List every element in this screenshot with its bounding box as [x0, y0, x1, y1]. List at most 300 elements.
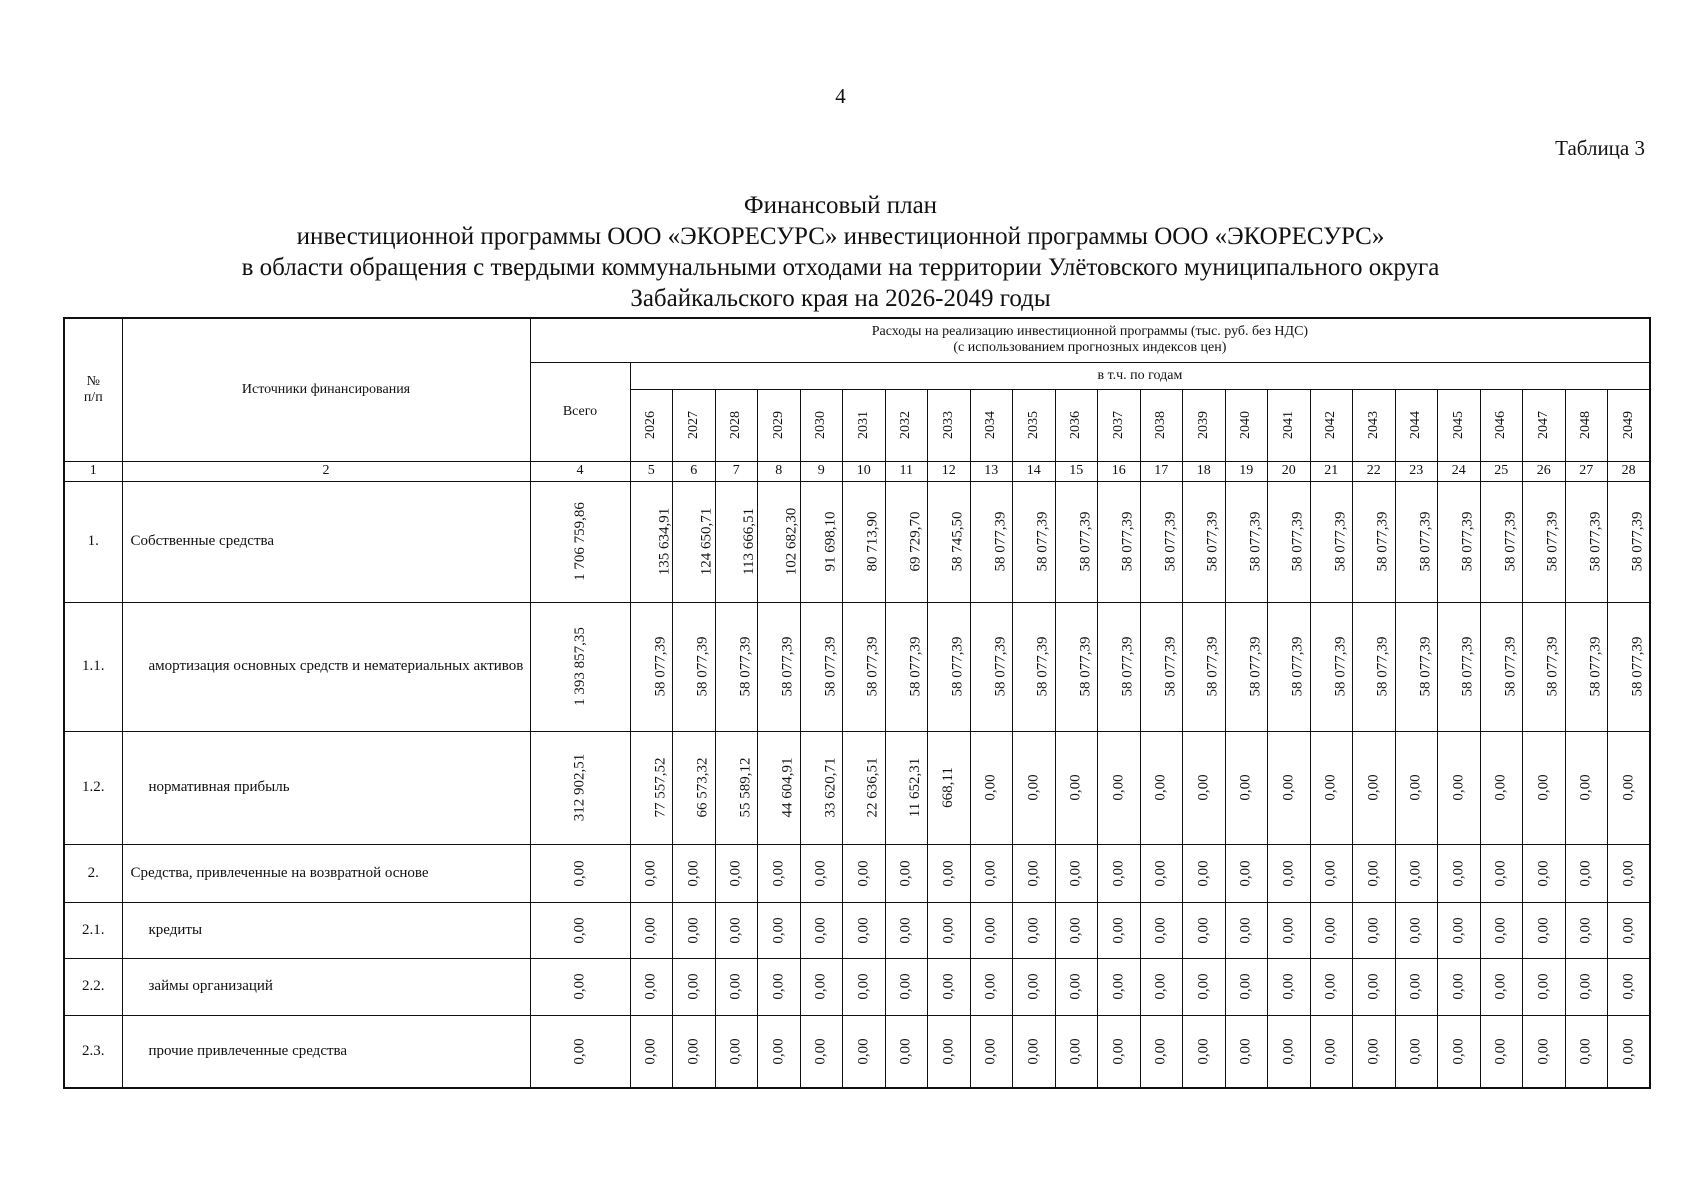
row-source: амортизация основных средств и нематериальных активов: [148, 658, 524, 674]
row-year-value-2033: 0,00: [940, 916, 957, 944]
column-number: 16: [1111, 463, 1126, 478]
row-year-value-2038: 0,00: [1152, 1038, 1169, 1065]
row-year-value-cell: [630, 958, 673, 1015]
row-year-value-cell: [928, 844, 971, 902]
row-year-value-cell: [1480, 844, 1523, 902]
year-header-cell: [885, 389, 928, 461]
row-year-value-cell: [1523, 481, 1566, 602]
row-year-value-2042: 0,00: [1322, 774, 1339, 801]
row-year-value-cell: [1140, 844, 1183, 902]
row-year-value-cell: [715, 902, 758, 958]
row-year-value-cell: [1608, 602, 1651, 731]
row-year-value-cell: [970, 602, 1013, 731]
row-year-value-cell: [1523, 958, 1566, 1015]
row-year-value-2046: 0,00: [1492, 916, 1509, 944]
row-year-value-cell: [1395, 602, 1438, 731]
table-row: [64, 481, 1650, 602]
year-header-2037: 2037: [1110, 411, 1126, 439]
row-year-value-cell: [758, 602, 801, 731]
row-num: 1.2.: [82, 779, 105, 795]
row-year-value-2048: 0,00: [1577, 859, 1594, 887]
row-year-value-2043: 58 077,39: [1374, 636, 1391, 697]
row-year-value-cell: [970, 1015, 1013, 1088]
row-total-cell: [530, 731, 630, 844]
row-num-cell: [64, 731, 122, 844]
row-year-value-cell: [1183, 602, 1226, 731]
row-year-value-2039: 58 077,39: [1204, 636, 1221, 697]
column-number-cell: [1183, 461, 1226, 481]
row-year-value-2034: 58 077,39: [992, 511, 1008, 572]
row-year-value-cell: [1438, 481, 1481, 602]
row-year-value-cell: [673, 731, 716, 844]
row-year-value-cell: [1565, 958, 1608, 1015]
row-year-value-cell: [1098, 1015, 1141, 1088]
row-year-value-cell: [1225, 902, 1268, 958]
row-year-value-cell: [1523, 731, 1566, 844]
row-year-value-2046: 0,00: [1492, 1038, 1509, 1065]
row-year-value-cell: [1480, 1015, 1523, 1088]
row-year-value-cell: [800, 958, 843, 1015]
row-year-value-2031: 0,00: [855, 859, 872, 887]
row-year-value-2027: 0,00: [685, 859, 702, 887]
row-year-value-2042: 0,00: [1322, 859, 1339, 887]
year-header-cell: [1225, 389, 1268, 461]
row-year-value-cell: [885, 958, 928, 1015]
row-year-value-2033: 0,00: [940, 859, 957, 887]
row-num: 2.3.: [82, 1042, 105, 1059]
column-number-cell: [1523, 461, 1566, 481]
row-source: займы организаций: [148, 978, 273, 994]
row-year-value-2044: 0,00: [1407, 916, 1424, 944]
column-number-cell: [122, 461, 530, 481]
row-year-value-2040: 58 077,39: [1247, 636, 1263, 697]
column-number-cell: [1438, 461, 1481, 481]
row-source-cell: [122, 602, 530, 731]
row-year-value-cell: [1098, 958, 1141, 1015]
row-year-value-2049: 58 077,39: [1629, 636, 1646, 697]
row-year-value-cell: [1438, 731, 1481, 844]
table-caption: Таблица 3: [1555, 136, 1645, 160]
row-year-value-2041: 0,00: [1280, 1038, 1297, 1065]
row-year-value-2034: 0,00: [982, 1038, 999, 1065]
column-number-cell: [928, 461, 971, 481]
row-year-value-cell: [1225, 1015, 1268, 1088]
row-year-value-cell: [1438, 844, 1481, 902]
year-header-2040: 2040: [1238, 411, 1254, 439]
row-year-value-cell: [800, 1015, 843, 1088]
column-number: 17: [1154, 463, 1169, 478]
row-year-value-cell: [885, 602, 928, 731]
year-header-cell: [800, 389, 843, 461]
row-year-value-2032: 69 729,70: [907, 511, 923, 572]
row-year-value-2049: 0,00: [1620, 859, 1637, 887]
row-year-value-cell: [885, 481, 928, 602]
column-number: 22: [1366, 463, 1381, 478]
row-year-value-2032: 11 652,31: [906, 757, 923, 818]
row-year-value-cell: [1183, 731, 1226, 844]
row-year-value-cell: [1438, 602, 1481, 731]
row-year-value-cell: [1098, 602, 1141, 731]
row-num: 2.1.: [82, 921, 105, 938]
row-source: нормативная прибыль: [148, 779, 290, 795]
year-header-cell: [1055, 389, 1098, 461]
column-number: 9: [817, 463, 825, 478]
row-total-cell: [530, 958, 630, 1015]
row-year-value-2028: 0,00: [727, 859, 744, 887]
row-year-value-cell: [1353, 731, 1396, 844]
column-number-cell: [630, 461, 673, 481]
row-year-value-2048: 0,00: [1577, 1038, 1594, 1065]
row-year-value-cell: [1608, 481, 1651, 602]
year-header-2047: 2047: [1535, 411, 1551, 439]
row-year-value-2039: 58 077,39: [1204, 511, 1221, 572]
row-year-value-2045: 58 077,39: [1459, 511, 1476, 572]
row-year-value-2028: 0,00: [727, 916, 744, 944]
row-year-value-2038: 0,00: [1152, 916, 1169, 944]
year-header-cell: [1523, 389, 1566, 461]
row-total: 0,00: [571, 859, 588, 887]
header-source: Источники финансирования: [241, 381, 411, 397]
row-year-value-2031: 0,00: [855, 916, 872, 944]
row-year-value-cell: [1140, 481, 1183, 602]
row-year-value-2046: 58 077,39: [1502, 511, 1518, 572]
year-header-2033: 2033: [940, 411, 956, 439]
year-header-cell: [1310, 389, 1353, 461]
column-number-cell: [758, 461, 801, 481]
title-line-1: Финансовый план: [743, 192, 938, 219]
row-year-value-cell: [1565, 1015, 1608, 1088]
row-year-value-cell: [1055, 844, 1098, 902]
row-year-value-cell: [885, 731, 928, 844]
row-year-value-cell: [630, 731, 673, 844]
row-year-value-cell: [1013, 958, 1056, 1015]
row-year-value-cell: [1140, 602, 1183, 731]
row-year-value-cell: [1183, 958, 1226, 1015]
row-year-value-cell: [673, 902, 716, 958]
row-year-value-cell: [843, 1015, 886, 1088]
row-year-value-2044: 58 077,39: [1417, 636, 1433, 697]
year-header-2039: 2039: [1195, 411, 1211, 439]
row-year-value-2036: 0,00: [1067, 774, 1084, 801]
row-total: 312 902,51: [571, 753, 588, 822]
column-number-cell: [1395, 461, 1438, 481]
row-year-value-2031: 0,00: [855, 973, 872, 1000]
row-year-value-2035: 0,00: [1025, 859, 1042, 887]
row-year-value-2036: 0,00: [1067, 973, 1084, 1000]
row-year-value-2030: 0,00: [812, 973, 829, 1000]
table-row: [64, 731, 1650, 844]
row-year-value-2041: 0,00: [1280, 859, 1297, 887]
column-number-cell: [673, 461, 716, 481]
row-year-value-cell: [1225, 844, 1268, 902]
row-year-value-2042: 58 077,39: [1332, 511, 1348, 572]
row-year-value-2026: 0,00: [642, 859, 659, 887]
row-year-value-cell: [758, 1015, 801, 1088]
header-total-cell: [530, 362, 630, 461]
year-header-cell: [1480, 389, 1523, 461]
row-year-value-2037: 0,00: [1110, 774, 1127, 801]
row-year-value-2044: 0,00: [1407, 973, 1424, 1000]
year-header-cell: [1013, 389, 1056, 461]
row-year-value-cell: [758, 902, 801, 958]
row-year-value-cell: [1268, 902, 1311, 958]
row-year-value-cell: [1055, 481, 1098, 602]
row-year-value-2029: 0,00: [770, 1038, 787, 1065]
row-year-value-2038: 58 077,39: [1162, 511, 1178, 572]
row-year-value-2030: 0,00: [812, 1038, 829, 1065]
row-year-value-cell: [1268, 1015, 1311, 1088]
row-source: прочие привлеченные средства: [148, 1042, 348, 1059]
row-year-value-cell: [1225, 481, 1268, 602]
row-year-value-2048: 0,00: [1577, 973, 1594, 1000]
row-source: кредиты: [148, 921, 203, 938]
year-header-2030: 2030: [813, 411, 829, 439]
row-year-value-2037: 0,00: [1110, 916, 1127, 944]
row-year-value-cell: [800, 481, 843, 602]
row-year-value-cell: [1140, 902, 1183, 958]
column-number-cell: [800, 461, 843, 481]
year-header-2026: 2026: [643, 411, 659, 439]
year-header-cell: [673, 389, 716, 461]
row-num-cell: [64, 602, 122, 731]
row-year-value-2026: 0,00: [642, 1038, 659, 1065]
row-year-value-cell: [1480, 731, 1523, 844]
row-year-value-2038: 0,00: [1152, 774, 1169, 801]
row-year-value-2028: 55 589,12: [737, 757, 753, 818]
row-num: 1.1.: [82, 658, 105, 674]
row-year-value-2047: 58 077,39: [1544, 511, 1561, 572]
row-year-value-2029: 58 077,39: [779, 636, 796, 697]
row-year-value-2026: 77 557,52: [652, 757, 668, 818]
row-year-value-2041: 0,00: [1280, 774, 1297, 801]
header-by-years: в т.ч. по годам: [1097, 367, 1183, 383]
row-year-value-cell: [1013, 481, 1056, 602]
year-header-2042: 2042: [1323, 411, 1339, 439]
row-year-value-2038: 0,00: [1152, 859, 1169, 887]
row-year-value-cell: [928, 481, 971, 602]
row-year-value-2040: 0,00: [1237, 916, 1254, 944]
row-year-value-cell: [1140, 731, 1183, 844]
row-year-value-cell: [1438, 958, 1481, 1015]
row-year-value-cell: [1140, 1015, 1183, 1088]
row-year-value-2046: 0,00: [1492, 774, 1509, 801]
row-year-value-cell: [1523, 602, 1566, 731]
financial-plan-table: [63, 317, 1651, 1089]
row-year-value-2026: 58 077,39: [652, 636, 668, 697]
row-year-value-cell: [1353, 481, 1396, 602]
row-year-value-2026: 0,00: [642, 916, 659, 944]
row-year-value-2045: 0,00: [1450, 973, 1467, 1000]
column-number: 23: [1409, 463, 1424, 478]
year-header-2036: 2036: [1068, 411, 1084, 439]
row-year-value-2029: 102 682,30: [783, 507, 800, 576]
year-header-2032: 2032: [898, 411, 914, 439]
row-year-value-cell: [1480, 602, 1523, 731]
row-year-value-cell: [1140, 958, 1183, 1015]
row-year-value-cell: [1013, 602, 1056, 731]
row-total-cell: [530, 481, 630, 602]
row-year-value-cell: [673, 602, 716, 731]
row-year-value-cell: [1310, 902, 1353, 958]
row-year-value-cell: [1438, 1015, 1481, 1088]
column-number: 26: [1536, 463, 1551, 478]
year-header-cell: [715, 389, 758, 461]
row-year-value-2038: 58 077,39: [1162, 636, 1178, 697]
row-year-value-2042: 58 077,39: [1332, 636, 1348, 697]
row-year-value-cell: [1395, 844, 1438, 902]
row-year-value-2046: 58 077,39: [1502, 636, 1518, 697]
row-total-cell: [530, 602, 630, 731]
row-year-value-cell: [1055, 602, 1098, 731]
column-number: 5: [647, 463, 655, 478]
year-header-cell: [1438, 389, 1481, 461]
row-year-value-cell: [800, 844, 843, 902]
row-year-value-cell: [1523, 902, 1566, 958]
row-year-value-2032: 0,00: [897, 1038, 914, 1065]
year-header-cell: [1395, 389, 1438, 461]
row-year-value-2039: 0,00: [1195, 973, 1212, 1000]
row-year-value-cell: [1055, 1015, 1098, 1088]
row-year-value-2037: 0,00: [1110, 973, 1127, 1000]
column-number-cell: [530, 461, 630, 481]
page-number: 4: [835, 84, 846, 108]
row-total: 1 706 759,86: [571, 502, 588, 581]
row-year-value-cell: [1013, 1015, 1056, 1088]
row-year-value-cell: [1353, 602, 1396, 731]
row-year-value-cell: [715, 1015, 758, 1088]
row-year-value-2046: 0,00: [1492, 973, 1509, 1000]
row-year-value-cell: [1608, 731, 1651, 844]
row-year-value-cell: [1183, 1015, 1226, 1088]
column-number: 25: [1494, 463, 1509, 478]
header-expenses-line-2: (с использованием прогнозных индексов цен): [953, 340, 1227, 356]
row-year-value-cell: [1353, 902, 1396, 958]
row-year-value-2032: 0,00: [897, 916, 914, 944]
row-year-value-cell: [630, 902, 673, 958]
row-year-value-2045: 58 077,39: [1459, 636, 1476, 697]
row-year-value-cell: [1098, 481, 1141, 602]
row-year-value-cell: [1395, 902, 1438, 958]
row-year-value-cell: [1098, 844, 1141, 902]
row-year-value-2044: 0,00: [1407, 859, 1424, 887]
row-year-value-cell: [1183, 481, 1226, 602]
row-year-value-cell: [1013, 844, 1056, 902]
row-year-value-2042: 0,00: [1322, 1038, 1339, 1065]
row-year-value-2030: 91 698,10: [822, 511, 838, 572]
row-year-value-2047: 0,00: [1535, 859, 1552, 887]
row-year-value-cell: [715, 731, 758, 844]
row-year-value-2048: 0,00: [1577, 916, 1594, 944]
row-year-value-cell: [843, 481, 886, 602]
row-year-value-cell: [928, 602, 971, 731]
header-num-cell: [64, 318, 122, 461]
row-year-value-cell: [970, 958, 1013, 1015]
row-year-value-2043: 58 077,39: [1374, 511, 1391, 572]
row-year-value-cell: [1565, 902, 1608, 958]
row-year-value-cell: [1055, 731, 1098, 844]
row-year-value-2041: 58 077,39: [1289, 636, 1306, 697]
year-header-2048: 2048: [1578, 411, 1594, 439]
column-number: 10: [856, 463, 871, 478]
row-year-value-2040: 0,00: [1237, 1038, 1254, 1065]
year-header-cell: [843, 389, 886, 461]
row-year-value-2028: 113 666,51: [740, 508, 757, 575]
row-year-value-2040: 58 077,39: [1247, 511, 1263, 572]
row-year-value-2036: 58 077,39: [1077, 636, 1093, 697]
row-year-value-cell: [1268, 844, 1311, 902]
row-year-value-2045: 0,00: [1450, 859, 1467, 887]
row-num-cell: [64, 1015, 122, 1088]
row-year-value-cell: [1353, 844, 1396, 902]
row-year-value-2035: 0,00: [1025, 973, 1042, 1000]
column-number: 4: [576, 463, 584, 478]
header-expenses-line-1: Расходы на реализацию инвестиционной программы (тыс. руб. без НДС): [871, 324, 1309, 340]
row-year-value-cell: [1565, 731, 1608, 844]
row-year-value-cell: [1480, 902, 1523, 958]
document-title: [100, 190, 1581, 314]
row-year-value-cell: [1310, 731, 1353, 844]
column-number-cell: [1140, 461, 1183, 481]
row-year-value-2048: 58 077,39: [1587, 636, 1603, 697]
row-year-value-cell: [1565, 602, 1608, 731]
year-header-2038: 2038: [1153, 411, 1169, 439]
column-number-cell: [1608, 461, 1651, 481]
row-year-value-2043: 0,00: [1365, 774, 1382, 801]
column-number-cell: [1013, 461, 1056, 481]
column-number-cell: [885, 461, 928, 481]
year-header-2035: 2035: [1025, 411, 1041, 439]
row-year-value-2043: 0,00: [1365, 916, 1382, 944]
year-header-2049: 2049: [1620, 411, 1636, 439]
row-year-value-2029: 0,00: [770, 859, 787, 887]
column-number-cell: [1310, 461, 1353, 481]
row-year-value-2034: 0,00: [982, 774, 999, 801]
row-year-value-2027: 0,00: [685, 916, 702, 944]
column-number: 19: [1239, 463, 1254, 478]
row-year-value-cell: [1310, 1015, 1353, 1088]
header-by-years-cell: [630, 362, 1650, 389]
year-header-2034: 2034: [983, 411, 999, 439]
row-year-value-2033: 58 077,39: [949, 636, 966, 697]
row-year-value-2039: 0,00: [1195, 1038, 1212, 1065]
row-year-value-cell: [1395, 958, 1438, 1015]
row-year-value-2045: 0,00: [1450, 774, 1467, 801]
row-year-value-cell: [1098, 902, 1141, 958]
row-year-value-cell: [970, 481, 1013, 602]
column-number: 7: [732, 463, 740, 478]
row-year-value-cell: [970, 902, 1013, 958]
row-year-value-2044: 0,00: [1407, 774, 1424, 801]
table-row: [64, 1015, 1650, 1088]
row-year-value-2041: 0,00: [1280, 973, 1297, 1000]
row-year-value-cell: [1395, 731, 1438, 844]
row-year-value-2031: 80 713,90: [864, 511, 881, 572]
row-num: 1.: [87, 533, 99, 549]
column-number-cell: [1268, 461, 1311, 481]
row-year-value-2027: 0,00: [685, 1038, 702, 1065]
year-header-cell: [1565, 389, 1608, 461]
row-year-value-2037: 0,00: [1110, 859, 1127, 887]
row-year-value-2043: 0,00: [1365, 859, 1382, 887]
row-year-value-cell: [630, 481, 673, 602]
row-year-value-2045: 0,00: [1450, 1038, 1467, 1065]
row-year-value-cell: [843, 902, 886, 958]
row-year-value-cell: [800, 731, 843, 844]
row-year-value-2029: 0,00: [770, 916, 787, 944]
header-source-cell: [122, 318, 530, 461]
row-year-value-cell: [1268, 602, 1311, 731]
column-number: 12: [941, 463, 956, 478]
